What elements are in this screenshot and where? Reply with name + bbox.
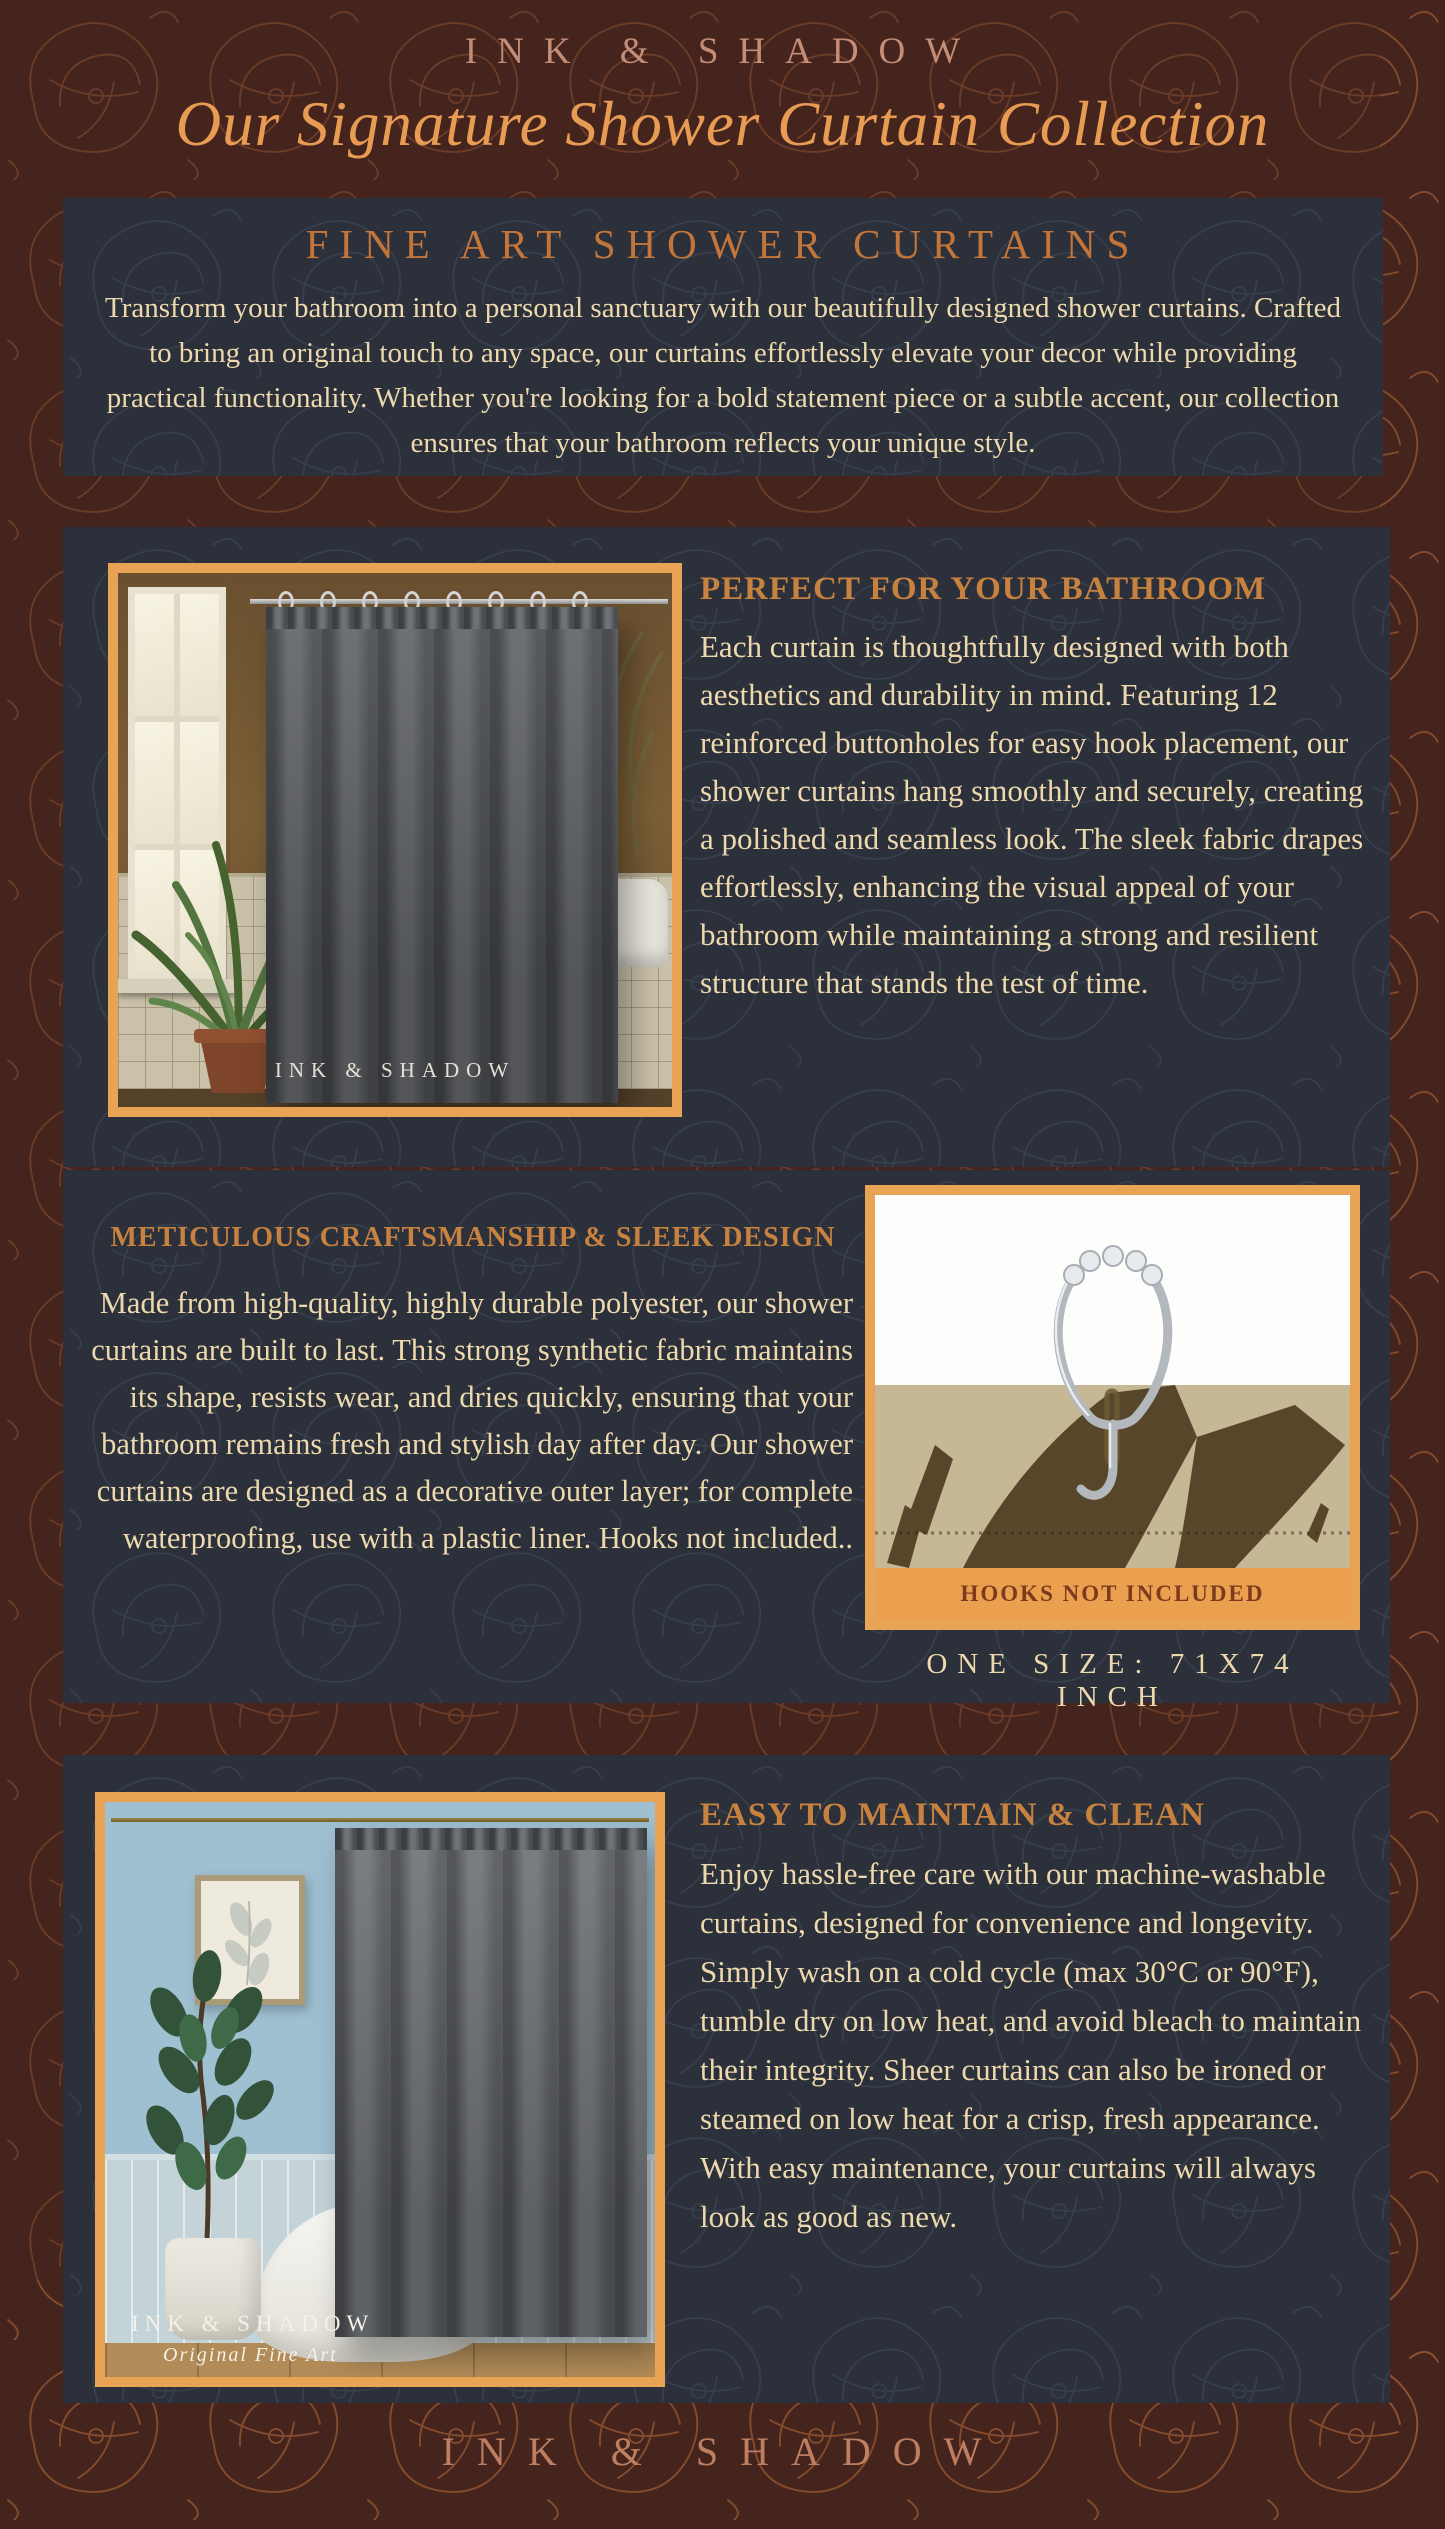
section-bathroom-body: Each curtain is thoughtfully designed with both aesthetics and durability in mind. Featuring 12 reinforced buttonholes for easy hook placement, our shower curtains hang smoothly and securely, creating a polished and seamless look. The sleek fabric drapes effortlessly, enhancing the visual appeal of your bathroom while maintaining a strong and resilient structure that stands the test of time. [700, 629, 1364, 1000]
section-bathroom-heading: PERFECT FOR YOUR BATHROOM [700, 571, 1267, 607]
bathroom-product-photo [108, 563, 682, 1117]
photo-watermark: INK & SHADOW [274, 1058, 516, 1082]
blue-bathroom-product-photo [95, 1792, 665, 2387]
intro-panel [63, 198, 1383, 476]
size-note: ONE SIZE: 71X74 INCH [926, 1648, 1299, 1713]
curtain-gathered-top [266, 607, 618, 629]
section-craftsmanship-heading: METICULOUS CRAFTSMANSHIP & SLEEK DESIGN [110, 1222, 836, 1253]
brand-header: INK & SHADOW [464, 31, 981, 72]
gray-shower-curtain [335, 1828, 647, 2337]
section-craftsmanship-panel [63, 1170, 1390, 1713]
section-craftsmanship-body: Made from high-quality, highly durable polyester, our shower curtains are built to last. This strong synthetic fabric maintains its shape, resists wear, and dries quickly, ensuring that your bathroom remains fresh and stylish day after day. Our shower curtains are designed as a decorative outer layer; for complete waterproofing, use with a plastic liner. Hooks not included.. [91, 1286, 853, 1555]
photo-caption-band: HOOKS NOT INCLUDED [875, 1568, 1350, 1620]
brand-footer: INK & SHADOW [441, 2429, 1004, 2474]
fiddle-leaf-fig-plant [107, 1920, 332, 2255]
section-maintain-heading: EASY TO MAINTAIN & CLEAN [700, 1797, 1206, 1833]
collection-script-title: Our Signature Shower Curtain Collection [175, 89, 1270, 159]
gray-shower-curtain [266, 607, 618, 1103]
photo-watermark: INK & SHADOW [131, 2311, 375, 2336]
section-bathroom-panel [63, 527, 1390, 1167]
section-maintain-body: Enjoy hassle-free care with our machine-washable curtains, designed for convenience and longevity. Simply wash on a cold cycle (max 30°C or 90°F), tumble dry on low heat, and avoid bleach to maintain their integrity. Sheer curtains can also be ironed or steamed on low heat for a crisp, fresh appearance. With easy maintenance, your curtains will always look as good as new. [700, 1856, 1362, 2234]
shower-hook-icon [1018, 1231, 1208, 1531]
photo-watermark-script: Original Fine Art [163, 2344, 338, 2366]
hook-detail-photo [865, 1185, 1360, 1630]
intro-title: FINE ART SHOWER CURTAINS [305, 221, 1141, 267]
intro-paragraph: Transform your bathroom into a personal sanctuary with our beautifully designed shower curtains. Crafted to bring an original touch to any space, our curtains effortlessly elevate your decor while providing practical functionality. Whether you're looking for a bold statement piece or a subtle accent, our collection ensures that your bathroom reflects your unique style. [105, 292, 1341, 459]
curtain-rod [111, 1818, 649, 1822]
curtain-gathered-top [335, 1828, 647, 1850]
section-maintain-panel [63, 1755, 1390, 2403]
